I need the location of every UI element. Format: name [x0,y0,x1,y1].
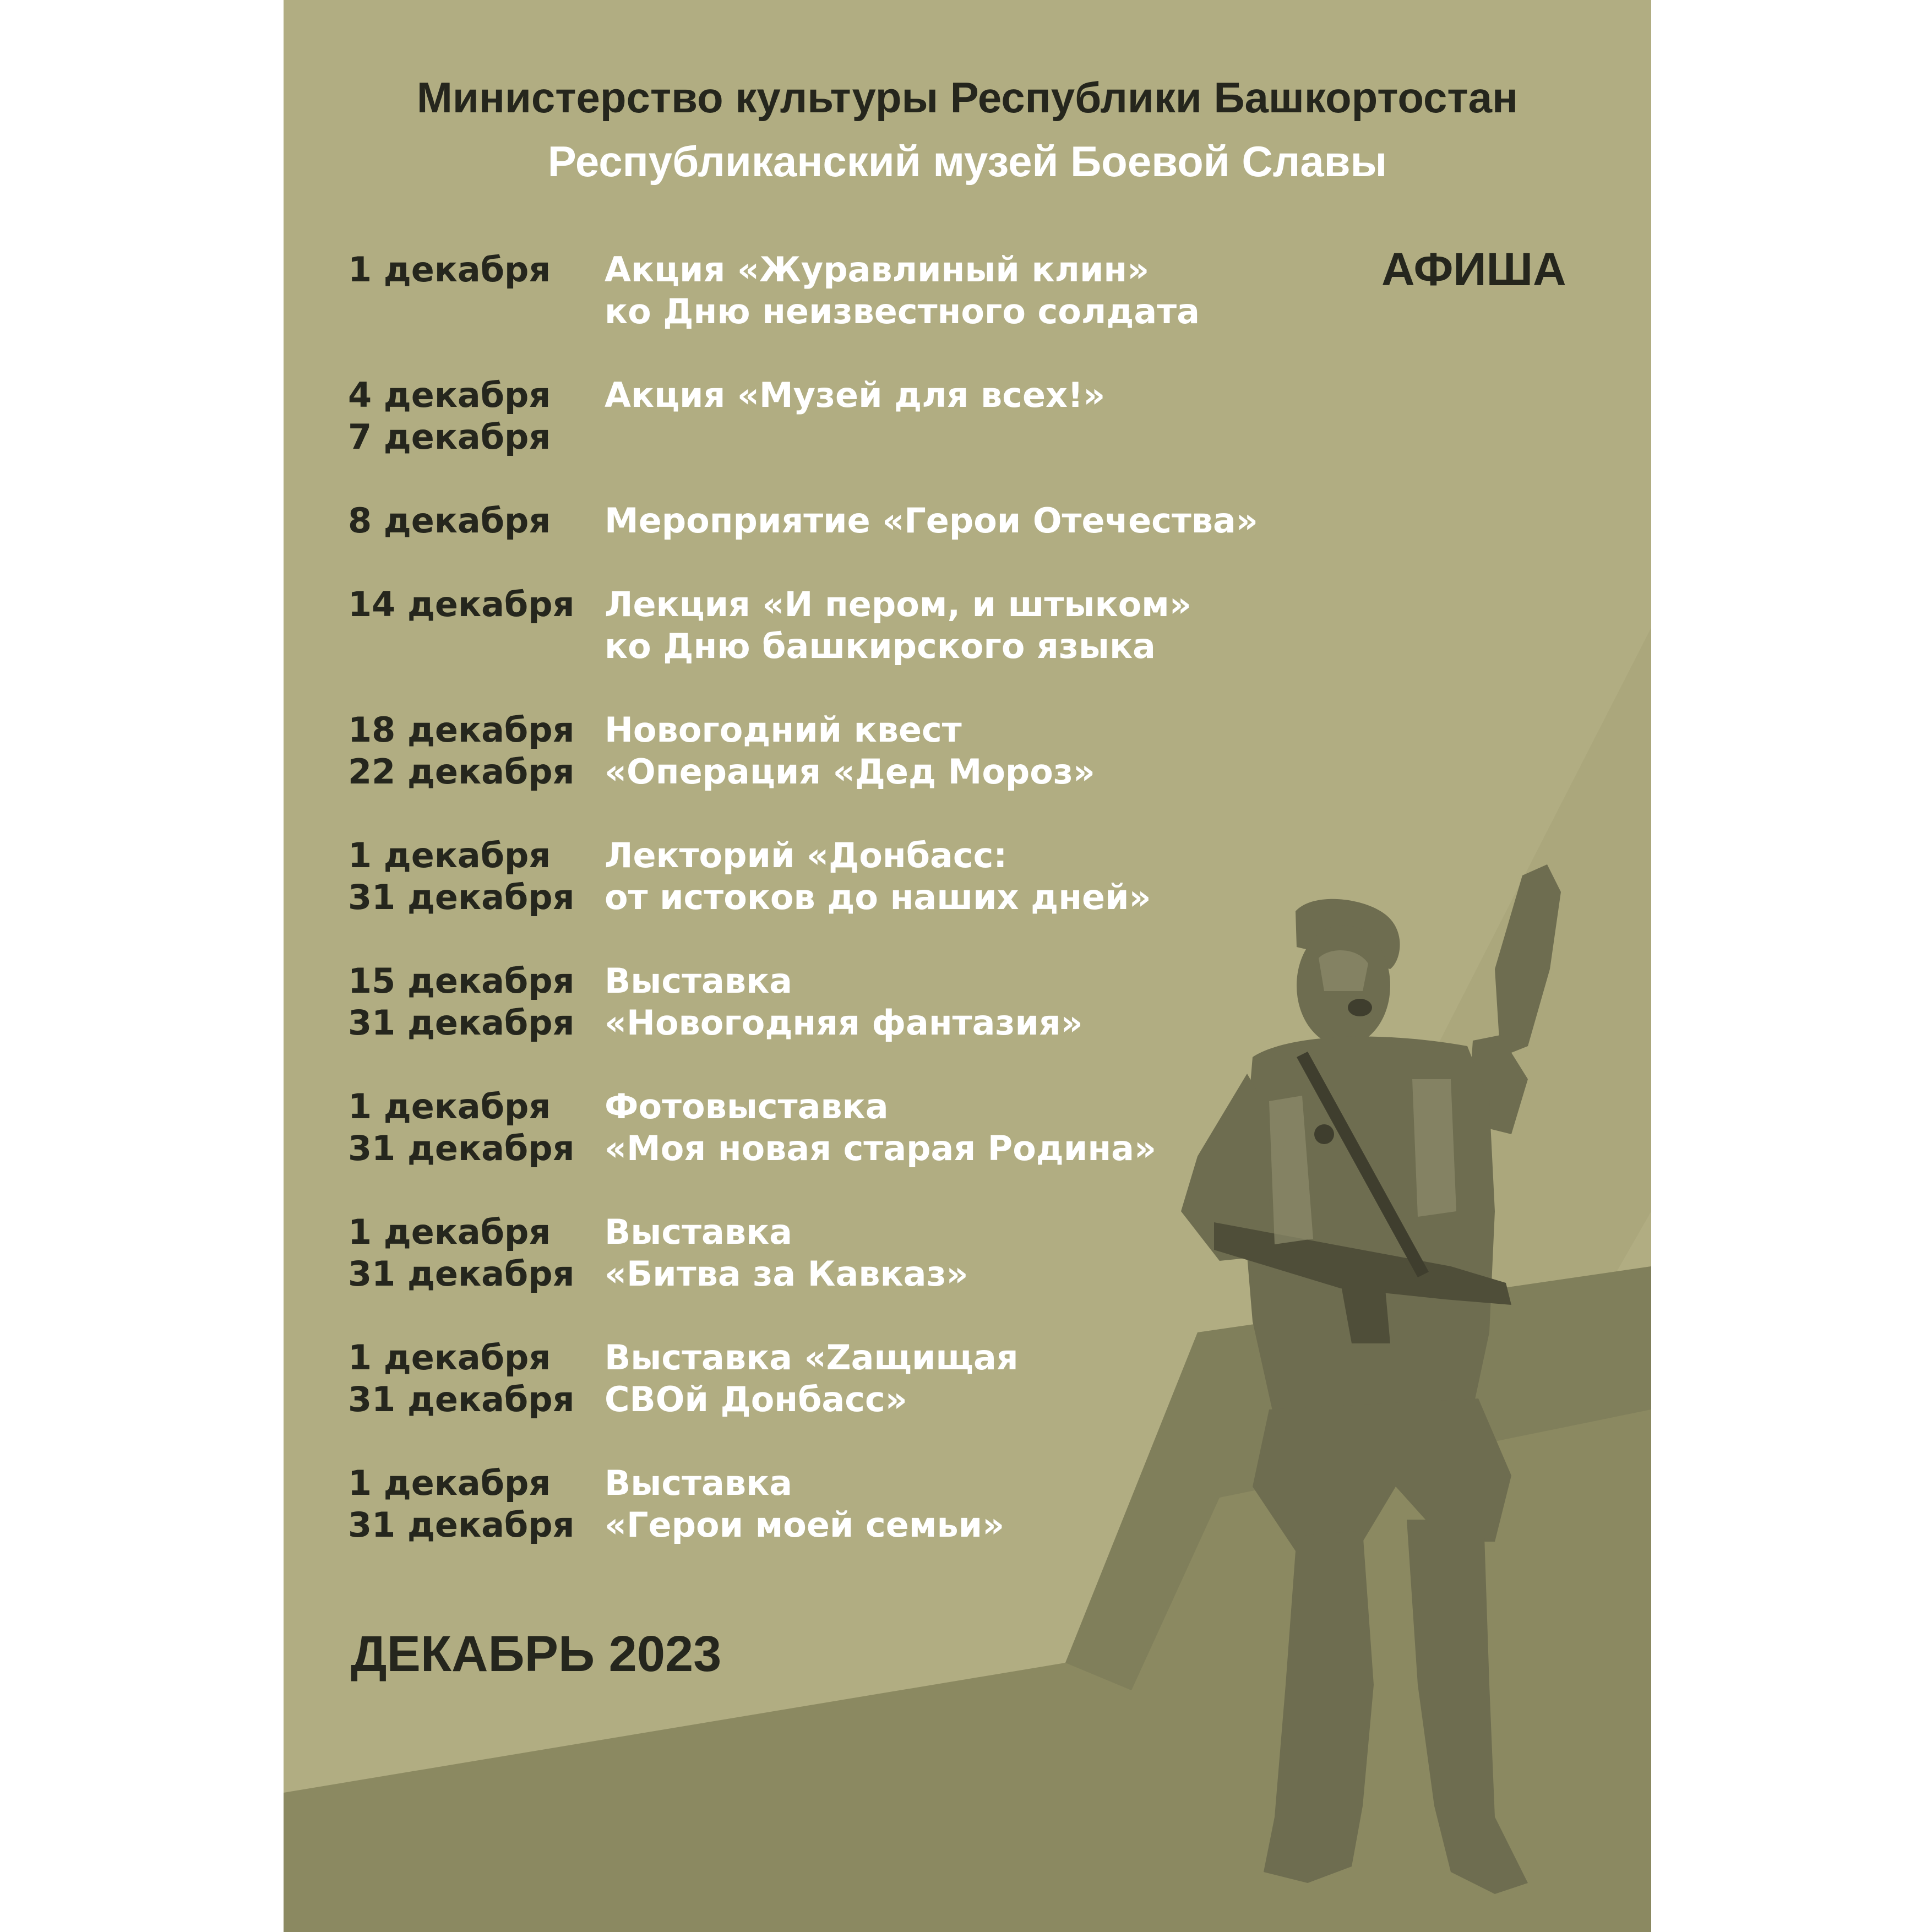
event-title-line: Фотовыставка [605,1086,889,1126]
event-title-line: от истоков до наших дней» [605,877,1151,917]
event-date: 14 декабря [348,584,575,624]
event-title-line: Лекторий «Донбасс: [605,835,1008,875]
event-title [605,584,1430,667]
event-date: 8 декабря [348,500,551,541]
event-dates [348,374,601,458]
event-title-line: ко Дню неизвестного солдата [605,291,1200,331]
event-dates [348,500,601,542]
event-title [605,1462,1430,1546]
event-dates [348,249,601,291]
event-date: 31 декабря [348,877,575,917]
event-title-line: Мероприятие «Герои Отечества» [605,500,1258,541]
event-title-line: Выставка [605,1463,792,1503]
event-dates [348,1211,601,1295]
event-date: 22 декабря [348,752,575,792]
event-dates [348,835,601,918]
event-date: 31 декабря [348,1505,575,1545]
event-title-line: Выставка «Zащищая [605,1337,1019,1378]
event-title [605,1086,1430,1169]
ministry-title: Министерство культуры Республики Башкортостан [416,73,1519,122]
event-title [605,1337,1430,1421]
event-dates [348,584,601,625]
event-title-line: Лекция «И пером, и штыком» [605,584,1191,624]
event-dates [348,709,601,793]
event-title [605,249,1430,333]
event-dates [348,1086,601,1169]
event-title [605,960,1430,1044]
museum-title: Республиканский музей Боевой Славы [547,137,1387,186]
event-title [605,1211,1430,1295]
event-title-line: Новогодний квест [605,710,962,750]
event-date: 31 декабря [348,1003,575,1043]
event-title-line: ко Дню башкирского языка [605,626,1156,666]
event-dates [348,1337,601,1421]
event-date: 4 декабря [348,375,551,415]
event-date: 1 декабря [348,1212,551,1252]
event-date: 31 декабря [348,1379,575,1419]
event-date: 1 декабря [348,249,551,290]
event-title-line: СВОй Донбасс» [605,1379,907,1419]
event-title-line: «Моя новая старая Родина» [605,1128,1157,1168]
event-title-line: «Битва за Кавказ» [605,1254,968,1294]
event-date: 1 декабря [348,1463,551,1503]
event-title-line: Акция «Музей для всех!» [605,375,1106,415]
event-date: 18 декабря [348,710,575,750]
event-title [605,374,1430,416]
event-date: 31 декабря [348,1254,575,1294]
month-footer: ДЕКАБРЬ 2023 [351,1626,722,1682]
event-date: 1 декабря [348,1086,551,1126]
event-date: 31 декабря [348,1128,575,1168]
event-date: 7 декабря [348,417,551,457]
event-date: 1 декабря [348,835,551,875]
event-title-line: Акция «Журавлиный клин» [605,249,1150,290]
event-title-line: «Герои моей семьи» [605,1505,1005,1545]
event-date: 1 декабря [348,1337,551,1378]
event-title-line: «Новогодняя фантазия» [605,1003,1083,1043]
event-dates [348,960,601,1044]
event-title [605,500,1430,542]
poster [284,0,1651,1932]
event-title-line: Выставка [605,961,792,1001]
event-title-line: Выставка [605,1212,792,1252]
event-title [605,709,1430,793]
event-date: 15 декабря [348,961,575,1001]
afisha-label: АФИША [1381,243,1566,295]
event-title [605,835,1430,918]
event-dates [348,1462,601,1546]
event-title-line: «Операция «Дед Мороз» [605,752,1095,792]
